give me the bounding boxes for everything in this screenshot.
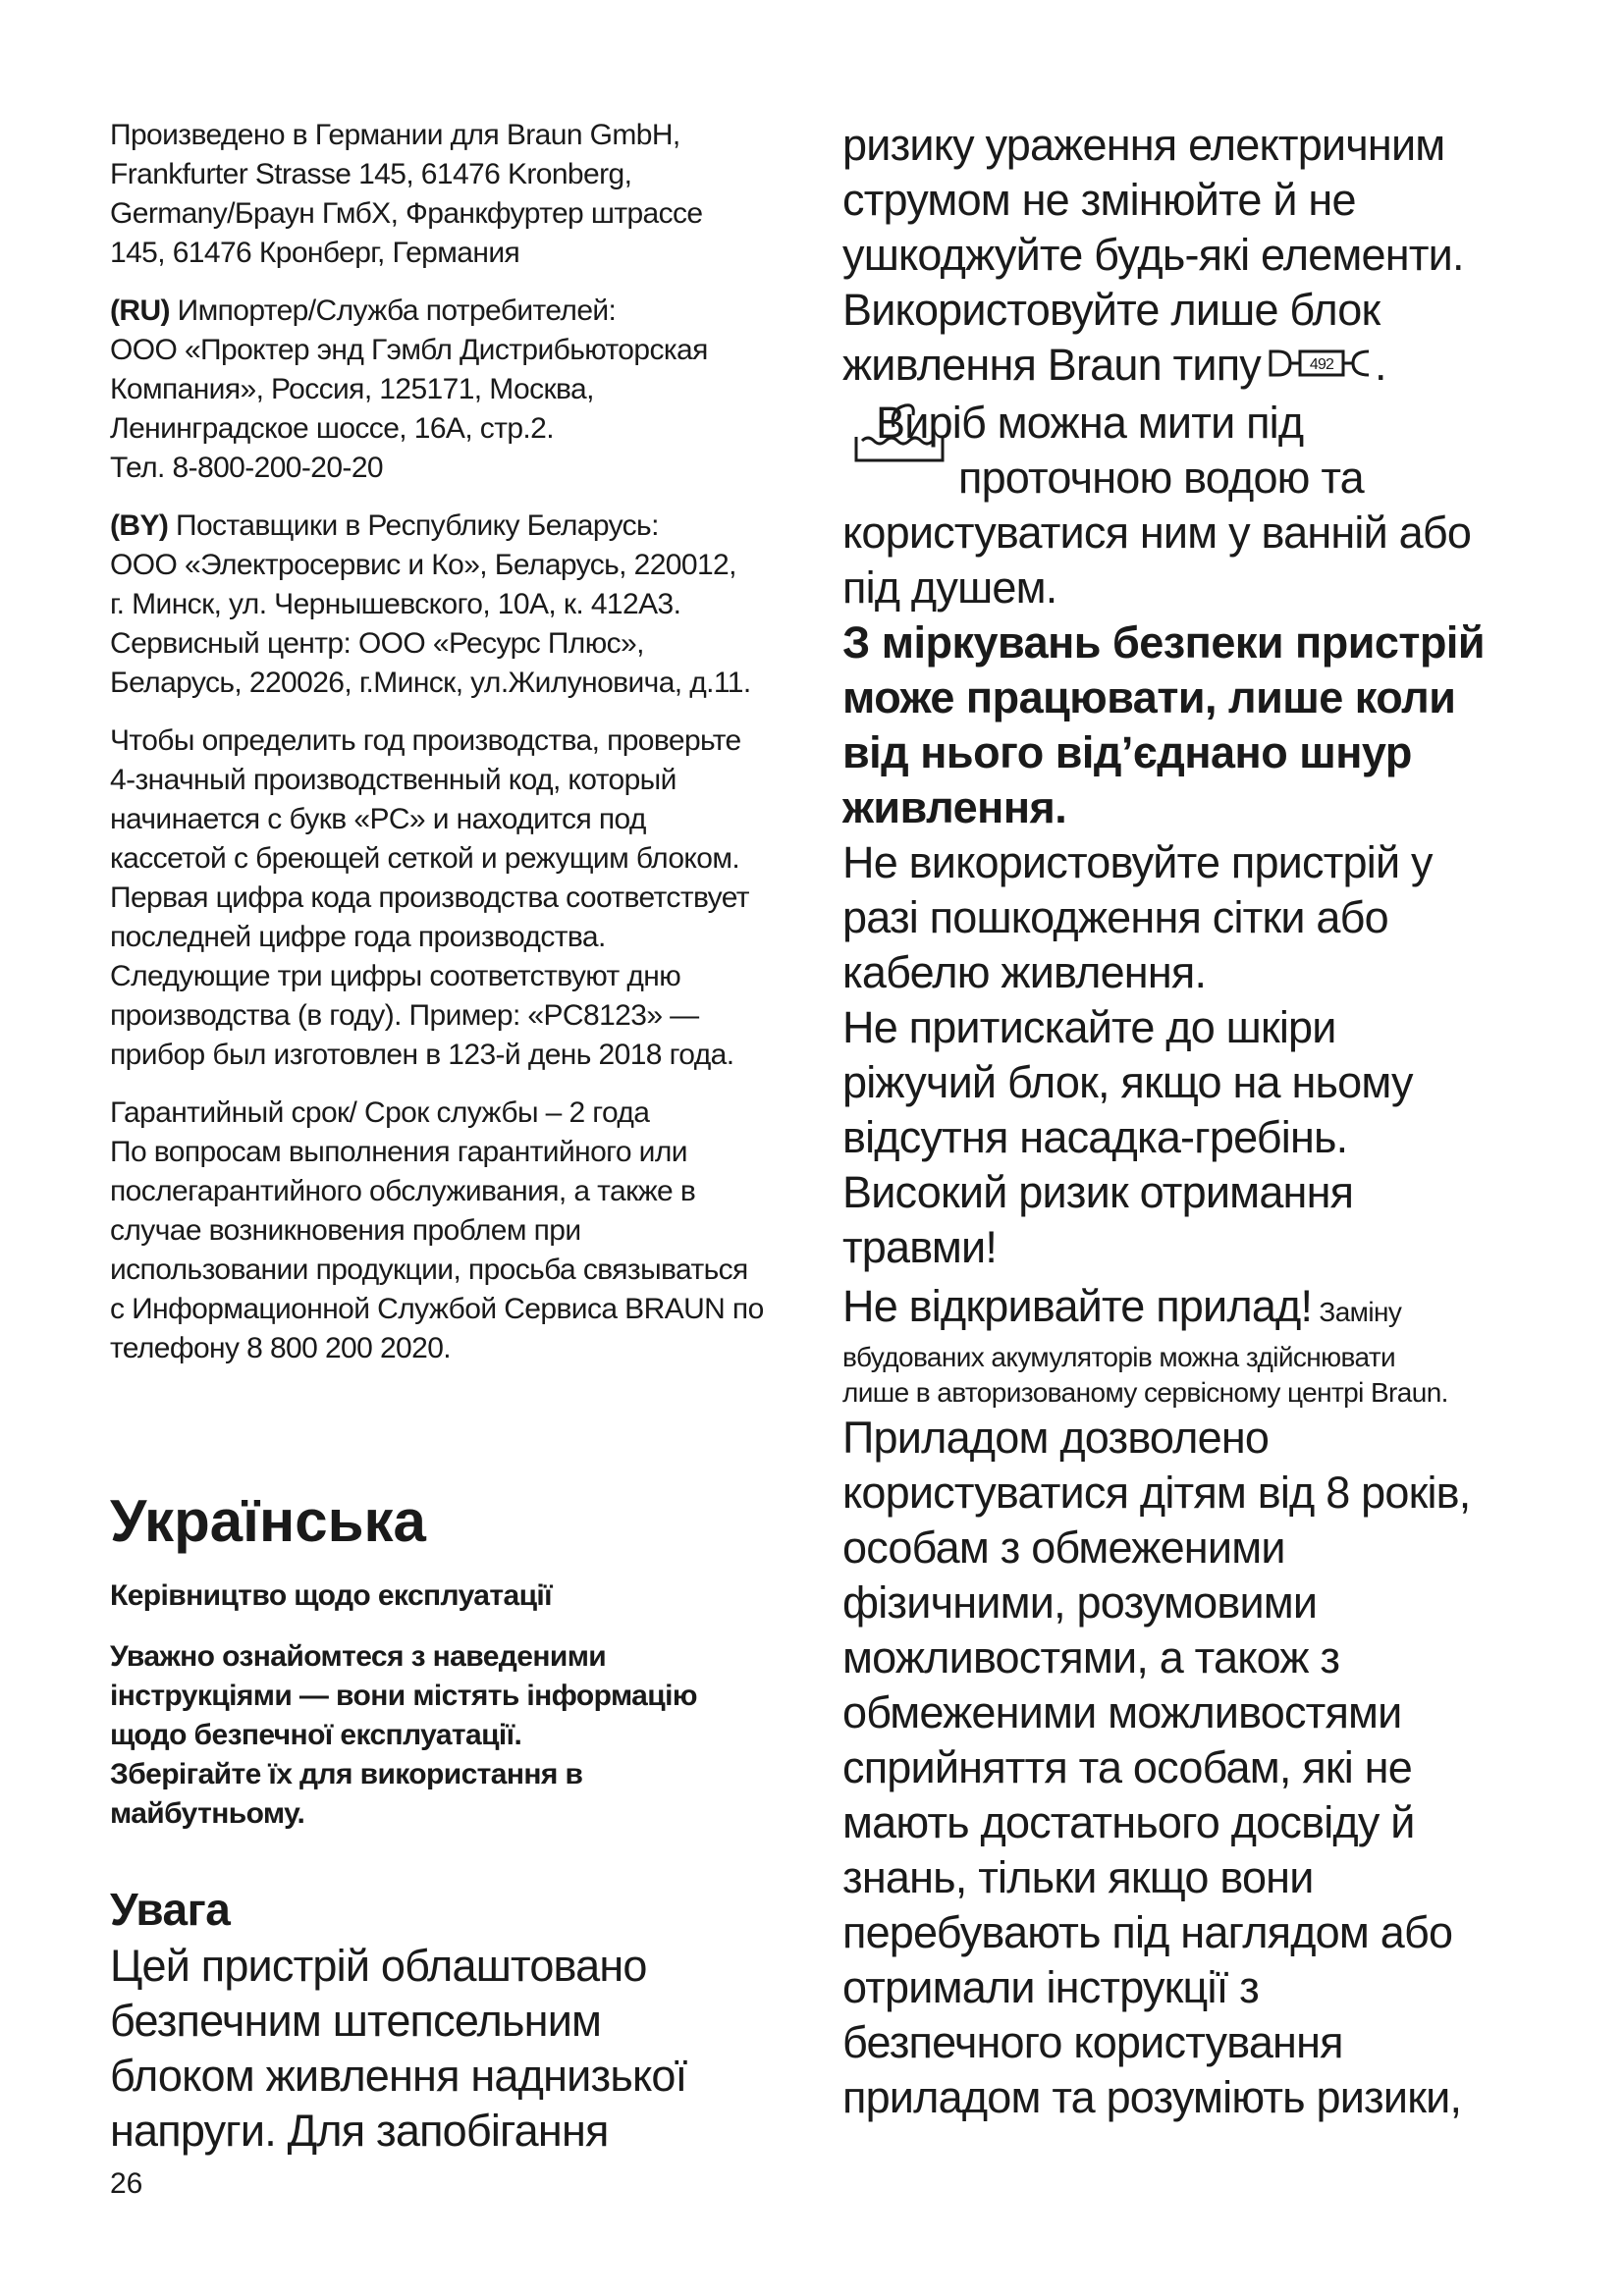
manufacturer-block bbox=[110, 116, 797, 273]
power-supply-line bbox=[842, 338, 1530, 396]
text-line: знань, тільки якщо вони bbox=[842, 1852, 1314, 1903]
ru-importer-block bbox=[110, 292, 797, 488]
washable-block bbox=[842, 396, 1530, 506]
manual-subheading: Керівництво щодо експлуатації bbox=[110, 1579, 552, 1612]
text-line: може працювати, лише коли bbox=[842, 672, 1456, 723]
text-line: последней цифре года производства. bbox=[110, 921, 606, 953]
text-line: Беларусь, 220026, г.Минск, ул.Жилуновича, д.11. bbox=[110, 667, 751, 699]
text-line: случае возникновения проблем при bbox=[110, 1214, 581, 1247]
text-line: Ленинградское шоссе, 16А, стр.2. bbox=[110, 412, 554, 445]
text-line: отримали інструкції з bbox=[842, 1962, 1259, 2013]
by-supplier-block bbox=[110, 507, 797, 703]
text-line: Следующие три цифры соответствуют дню bbox=[110, 960, 681, 992]
text-line: ушкоджуйте будь-які елементи. bbox=[842, 230, 1464, 280]
do-not-open-text: Не відкривайте прилад! bbox=[842, 1281, 1313, 1332]
text-line: струмом не змінюйте й не bbox=[842, 175, 1356, 225]
text-line: перебувають під наглядом або bbox=[842, 1907, 1453, 1958]
text-line: Зберігайте їх для використання в bbox=[110, 1758, 583, 1790]
text-line: Не притискайте до шкіри bbox=[842, 1002, 1336, 1053]
text-line: По вопросам выполнения гарантийного или bbox=[110, 1136, 687, 1168]
intro-block bbox=[110, 1637, 817, 1834]
text-line: Первая цифра кода производства соответствует bbox=[110, 881, 749, 914]
text-line: с Информационной Службой Сервиса BRAUN по bbox=[110, 1293, 764, 1325]
text-line: користуватися дітям від 8 років, bbox=[842, 1468, 1471, 1519]
text-line: напруги. Для запобігання bbox=[110, 2106, 609, 2156]
text-line: Виріб можна мити під bbox=[876, 398, 1304, 449]
text-line bbox=[110, 507, 797, 546]
left-column bbox=[110, 116, 797, 1387]
text-line: вбудованих акумуляторів можна здійснювати bbox=[842, 1342, 1396, 1373]
text-line: Чтобы определить год производства, проверьте bbox=[110, 724, 741, 757]
text-line: Уважно ознайомтеся з наведеними bbox=[110, 1640, 607, 1673]
text-line: Високий ризик отримання bbox=[842, 1167, 1354, 1218]
text-line: інструкціями — вони містять інформацію bbox=[110, 1680, 697, 1712]
text-line: живлення. bbox=[842, 782, 1067, 833]
text-line: производства (в году). Пример: «PC8123» — bbox=[110, 999, 699, 1032]
text-line: прибор был изготовлен в 123-й день 2018 года. bbox=[110, 1039, 734, 1071]
text-line: блоком живлення наднизької bbox=[110, 2051, 687, 2101]
text-line: безпечного користування bbox=[842, 2017, 1343, 2068]
text-line: Germany/Браун ГмбХ, Франкфуртер штрассе bbox=[110, 197, 703, 230]
text-line: лише в авторизованому сервісному центрі Braun. bbox=[842, 1377, 1448, 1409]
text-line: 145, 61476 Кронберг, Германия bbox=[110, 237, 520, 269]
warranty-block bbox=[110, 1094, 797, 1368]
warning-title: Увага bbox=[110, 1884, 231, 1935]
text-line: Приладом дозволено bbox=[842, 1413, 1270, 1464]
by-first-line: Поставщики в Республику Беларусь: bbox=[168, 509, 659, 542]
text-line: фізичними, розумовими bbox=[842, 1577, 1318, 1629]
washable-under-water-icon bbox=[850, 398, 948, 471]
text-line: Тел. 8-800-200-20-20 bbox=[110, 452, 383, 484]
text-line: проточною водою та bbox=[958, 453, 1364, 504]
text-line: использовании продукции, просьба связываться bbox=[110, 1254, 748, 1286]
text-line: ризику ураження електричним bbox=[842, 120, 1445, 170]
power-line-end: . bbox=[1374, 340, 1386, 390]
right-column bbox=[842, 118, 1530, 2125]
text-line: г. Минск, ул. Чернышевского, 10А, к. 412А3. bbox=[110, 588, 681, 620]
text-line: Компания», Россия, 125171, Москва, bbox=[110, 373, 594, 405]
text-line: під душем. bbox=[842, 562, 1057, 614]
text-line: кассетой с бреющей сеткой и режущим блоком. bbox=[110, 842, 740, 875]
text-line: 4-значный производственный код, который bbox=[110, 764, 677, 796]
power-symbol-code: 492 bbox=[1309, 356, 1334, 374]
text-line bbox=[842, 1279, 1530, 1340]
text-line: З міркувань безпеки пристрій bbox=[842, 617, 1486, 668]
text-line: мають достатнього досвіду й bbox=[842, 1797, 1415, 1848]
text-line: приладом та розуміють ризики, bbox=[842, 2072, 1462, 2123]
text-line: Frankfurter Strasse 145, 61476 Kronberg, bbox=[110, 158, 632, 190]
text-line: ООО «Проктер энд Гэмбл Дистрибьюторская bbox=[110, 334, 708, 366]
power-line-text: живлення Braun типу bbox=[842, 340, 1261, 390]
text-line: Використовуйте лише блок bbox=[842, 285, 1380, 335]
ru-tag: (RU) bbox=[110, 294, 170, 327]
text-line: ріжучий блок, якщо на ньому bbox=[842, 1057, 1413, 1108]
text-line: можливостями, а також з bbox=[842, 1632, 1340, 1683]
ru-first-line: Импортер/Служба потребителей: bbox=[169, 294, 617, 327]
text-line: сприйняття та особам, які не bbox=[842, 1742, 1412, 1793]
power-supply-unit-icon bbox=[1267, 341, 1375, 396]
warning-body bbox=[110, 1939, 817, 2159]
text-line: разі пошкодження сітки або bbox=[842, 892, 1388, 943]
text-line: майбутньому. bbox=[110, 1797, 305, 1830]
text-line: послегарантийного обслуживания, а также в bbox=[110, 1175, 696, 1207]
text-line: травми! bbox=[842, 1222, 998, 1273]
by-tag: (BY) bbox=[110, 509, 169, 542]
text-line: телефону 8 800 200 2020. bbox=[110, 1332, 452, 1364]
text-line: обмеженими можливостями bbox=[842, 1687, 1402, 1738]
text-line: від нього від’єднано шнур bbox=[842, 727, 1412, 778]
text-line: Произведено в Германии для Braun GmbH, bbox=[110, 119, 680, 151]
language-heading: Українська bbox=[110, 1488, 426, 1554]
text-line: начинается с букв «PC» и находится под bbox=[110, 803, 646, 835]
text-line: кабелю живлення. bbox=[842, 947, 1207, 998]
text-line: відсутня насадка-гребінь. bbox=[842, 1112, 1348, 1163]
text-line: щодо безпечної експлуатації. bbox=[110, 1719, 522, 1751]
production-year-block bbox=[110, 721, 797, 1075]
text-line: Сервисный центр: ООО «Ресурс Плюс», bbox=[110, 627, 644, 660]
text-line: особам з обмеженими bbox=[842, 1522, 1285, 1574]
text-line: Не використовуйте пристрій у bbox=[842, 837, 1433, 888]
text-line: ООО «Электросервис и Ко», Беларусь, 220012, bbox=[110, 549, 736, 581]
replacement-note-start: Заміну bbox=[1312, 1297, 1402, 1328]
page-number: 26 bbox=[110, 2167, 143, 2200]
text-line bbox=[110, 292, 797, 331]
text-line: Цей пристрій облаштовано bbox=[110, 1941, 647, 1991]
text-line: Гарантийный срок/ Срок службы – 2 года bbox=[110, 1096, 650, 1129]
text-line: безпечним штепсельним bbox=[110, 1996, 602, 2046]
text-line: користуватися ним у ванній або bbox=[842, 507, 1472, 559]
